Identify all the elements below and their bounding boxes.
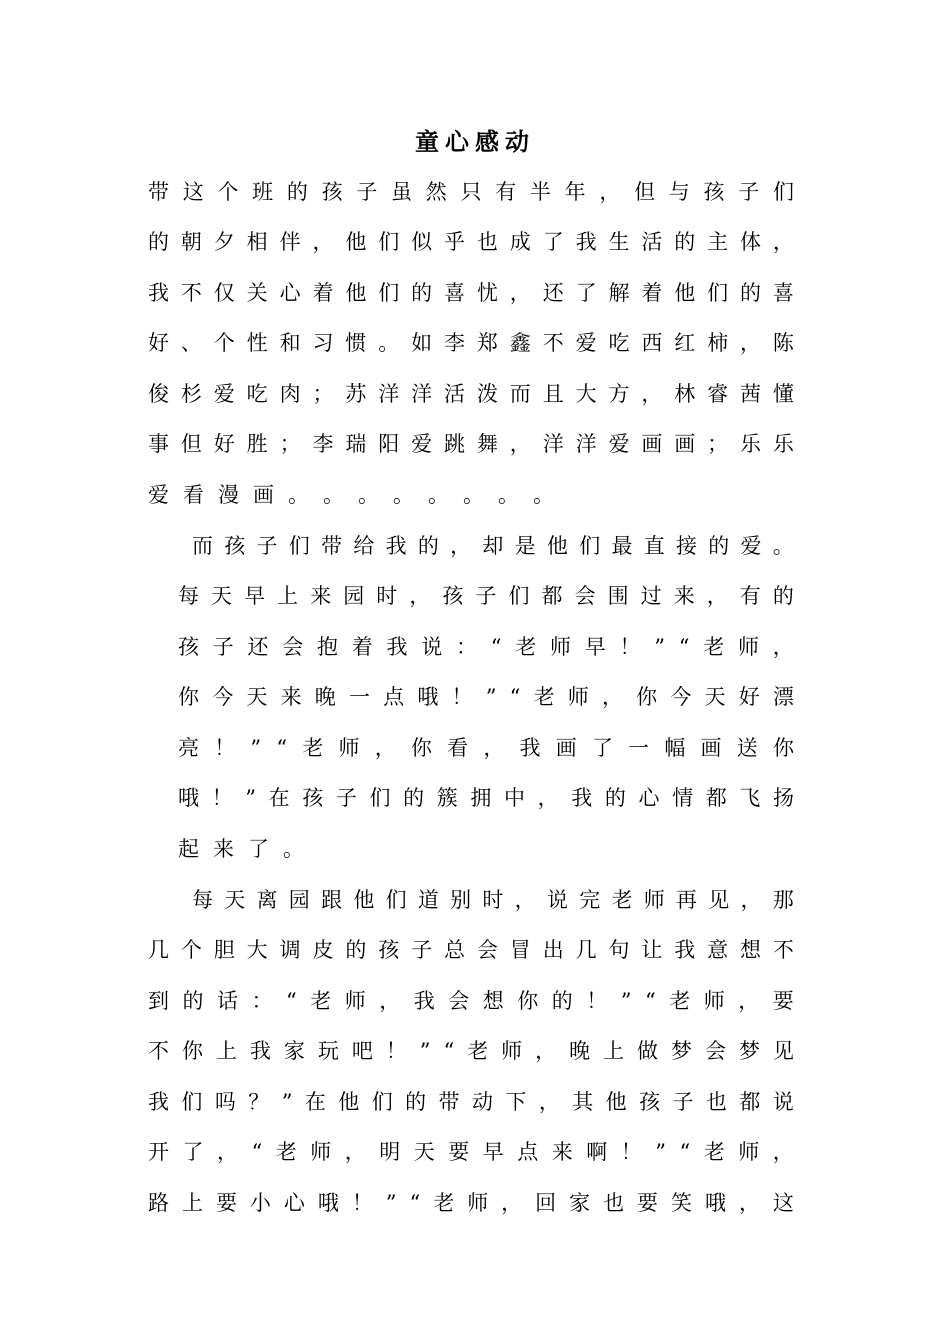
text-line: 亮 ！ ” “ 老 师 ， 你 看 ， 我 画 了 一 幅 画 送 你 [178, 736, 794, 760]
text-line: 每 天 离 园 跟 他 们 道 别 时 ， 说 完 老 师 再 见 ， 那 [192, 888, 794, 912]
text-line: 而 孩 子 们 带 给 我 的 ， 却 是 他 们 最 直 接 的 爱 。 [192, 534, 794, 558]
text-line: 事 但 好 胜 ； 李 瑞 阳 爱 跳 舞 ， 洋 洋 爱 画 画 ； 乐 乐 [148, 432, 794, 456]
text-line: 好 、 个 性 和 习 惯 。 如 李 郑 鑫 不 爱 吃 西 红 柿 ， 陈 [148, 331, 794, 355]
text-line: 到 的 话 ： “ 老 师 ， 我 会 想 你 的 ！ ” “ 老 师 ， 要 [148, 989, 794, 1013]
text-line: 几 个 胆 大 调 皮 的 孩 子 总 会 冒 出 几 句 让 我 意 想 不 [148, 938, 794, 962]
text-line: 带 这 个 班 的 孩 子 虽 然 只 有 半 年 ， 但 与 孩 子 们 [148, 180, 794, 204]
text-line: 我 不 仅 关 心 着 他 们 的 喜 忧 ， 还 了 解 着 他 们 的 喜 [148, 281, 794, 305]
text-line: 孩 子 还 会 抱 着 我 说 ： “ 老 师 早 ！ ” “ 老 师 ， [178, 635, 794, 659]
text-line: 你 今 天 来 晚 一 点 哦 ！ ” “ 老 师 ， 你 今 天 好 漂 [178, 685, 794, 709]
text-line: 俊 杉 爱 吃 肉 ； 苏 洋 洋 活 泼 而 且 大 方 ， 林 睿 茜 懂 [148, 382, 794, 406]
text-line: 的 朝 夕 相 伴 ， 他 们 似 乎 也 成 了 我 生 活 的 主 体 ， [148, 230, 794, 254]
text-line: 每 天 早 上 来 园 时 ， 孩 子 们 都 会 围 过 来 ， 有 的 [178, 584, 794, 608]
text-line: 开 了 ， “ 老 师 ， 明 天 要 早 点 来 啊 ！ ” “ 老 师 ， [148, 1140, 794, 1164]
text-line: 爱 看 漫 画 。 。 。 。 。 。 。 。 [148, 483, 554, 507]
text-line: 不 你 上 我 家 玩 吧 ！ ” “ 老 师 ， 晚 上 做 梦 会 梦 见 [148, 1039, 794, 1063]
text-line: 起 来 了 。 [178, 837, 304, 861]
text-line: 路 上 要 小 心 哦 ！ ” “ 老 师 ， 回 家 也 要 笑 哦 ， 这 [148, 1191, 794, 1215]
text-line: 我 们 吗 ？ ” 在 他 们 的 带 动 下 ， 其 他 孩 子 也 都 说 [148, 1090, 794, 1114]
text-line: 哦 ！ ” 在 孩 子 们 的 簇 拥 中 ， 我 的 心 情 都 飞 扬 [178, 786, 794, 810]
document-title: 童心感动 [415, 127, 535, 156]
